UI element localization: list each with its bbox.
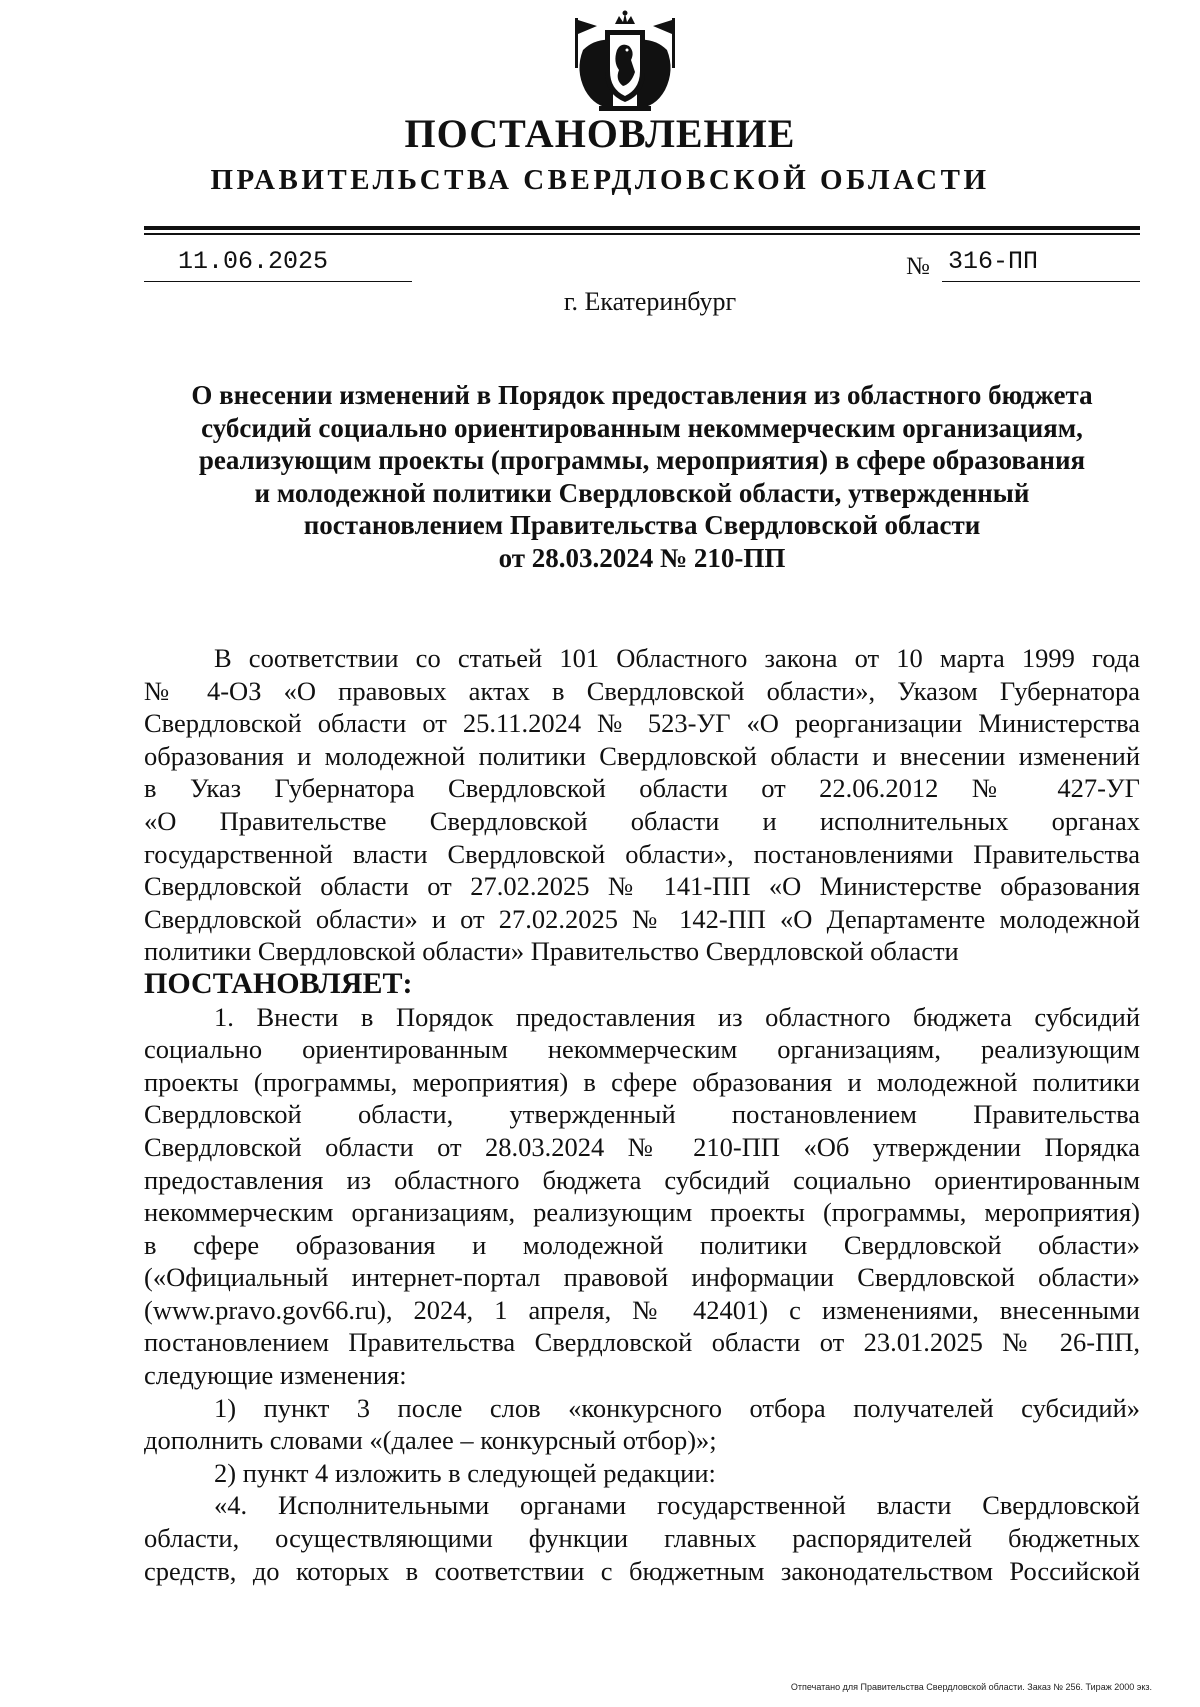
body-line: 2) пункт 4 изложить в следующей редакции: bbox=[214, 1457, 716, 1488]
body-line: средств, до которых в соответствии с бюджетным законодательством Российской bbox=[144, 1555, 1140, 1586]
date-field bbox=[144, 247, 412, 282]
body-line: Свердловской области от 27.02.2025 № 141-ПП «О Министерстве образования bbox=[144, 871, 1140, 902]
body-line: в сфере образования и молодежной политики Свердловской области» bbox=[144, 1229, 1140, 1260]
number-field bbox=[942, 247, 1140, 282]
body-line: предоставления из областного бюджета субсидий социально ориентированным bbox=[144, 1164, 1140, 1195]
body-line: Свердловской области» и от 27.02.2025 № 142-ПП «О Департаменте молодежной bbox=[144, 903, 1140, 934]
document-title-line: от 28.03.2024 № 210-ПП bbox=[498, 542, 786, 573]
body-line: «4. Исполнительными органами государственной власти Свердловской bbox=[214, 1490, 1140, 1521]
body-line: «О Правительстве Свердловской области и исполнительных органах bbox=[144, 805, 1140, 836]
body-line: в Указ Губернатора Свердловской области от 22.06.2012 № 427-УГ bbox=[144, 773, 1140, 804]
body-line: Свердловской области, утвержденный постановлением Правительства bbox=[144, 1099, 1140, 1130]
city-name: г. Екатеринбург bbox=[563, 287, 737, 316]
body-line: проекты (программы, мероприятия) в сфере образования и молодежной политики bbox=[144, 1066, 1140, 1097]
body-line: некоммерческим организациям, реализующим проекты (программы, мероприятия) bbox=[144, 1197, 1140, 1228]
body-line: В соответствии со статьей 101 Областного закона от 10 марта 1999 года bbox=[214, 643, 1140, 673]
number-sign: № bbox=[906, 253, 930, 280]
body-line: постановлением Правительства Свердловской области от 23.01.2025 № 26-ПП, bbox=[144, 1327, 1140, 1358]
body-line: Свердловской области от 25.11.2024 № 523-УГ «О реорганизации Министерства bbox=[144, 708, 1140, 739]
document-title bbox=[144, 379, 1140, 574]
document-title-line: реализующим проекты (программы, мероприятия) в сфере образования bbox=[198, 445, 1086, 475]
document-title-line: О внесении изменений в Порядок предоставления из областного бюджета bbox=[191, 380, 1093, 410]
coat-of-arms-icon bbox=[565, 10, 685, 115]
header-divider-thin bbox=[144, 233, 1140, 235]
body-line: № 4-ОЗ «О правовых актах в Свердловской области», Указом Губернатора bbox=[144, 675, 1140, 706]
body-line: (www.pravo.gov66.ru), 2024, 1 апреля, № 42401) с изменениями, внесенными bbox=[144, 1294, 1140, 1325]
body-line: 1) пункт 3 после слов «конкурсного отбора получателей субсидий» bbox=[214, 1392, 1140, 1423]
document-title-line: субсидий социально ориентированным некоммерческим организациям, bbox=[201, 412, 1083, 443]
body-line: политики Свердловской области» Правительство Свердловской области bbox=[144, 936, 959, 967]
body-line: государственной власти Свердловской области», постановлениями Правительства bbox=[144, 838, 1140, 869]
body-line: 1. Внести в Порядок предоставления из областного бюджета субсидий bbox=[214, 1001, 1140, 1032]
body-line: Свердловской области от 28.03.2024 № 210-ПП «Об утверждении Порядка bbox=[144, 1131, 1140, 1162]
body-line: следующие изменения: bbox=[144, 1360, 407, 1391]
document-number: 316-ПП bbox=[948, 247, 1039, 276]
document-body bbox=[144, 642, 1140, 1587]
body-line: образования и молодежной политики Свердловской области и внесении изменений bbox=[144, 740, 1140, 771]
body-line: дополнить словами «(далее – конкурсный отбор)»; bbox=[144, 1425, 717, 1456]
resolves-heading: ПОСТАНОВЛЯЕТ: bbox=[144, 966, 413, 1000]
body-line: («Официальный интернет-портал правовой информации Свердловской области» bbox=[144, 1262, 1140, 1293]
print-footer-note: Отпечатано для Правительства Свердловской области. Заказ № 256. Тираж 2000 экз. bbox=[790, 1682, 1152, 1692]
document-type-title: ПОСТАНОВЛЕНИЕ bbox=[404, 111, 796, 156]
header-divider-thick bbox=[144, 226, 1140, 230]
body-line: области, осуществляющими функции главных распорядителей бюджетных bbox=[144, 1523, 1140, 1554]
document-date: 11.06.2025 bbox=[178, 247, 329, 276]
document-title-line: постановлением Правительства Свердловской области bbox=[303, 510, 981, 540]
document-title-line: и молодежной политики Свердловской области, утвержденный bbox=[254, 477, 1030, 508]
issuing-authority: ПРАВИТЕЛЬСТВА СВЕРДЛОВСКОЙ ОБЛАСТИ bbox=[210, 164, 990, 196]
body-line: социально ориентированным некоммерческим организациям, реализующим bbox=[144, 1034, 1140, 1065]
